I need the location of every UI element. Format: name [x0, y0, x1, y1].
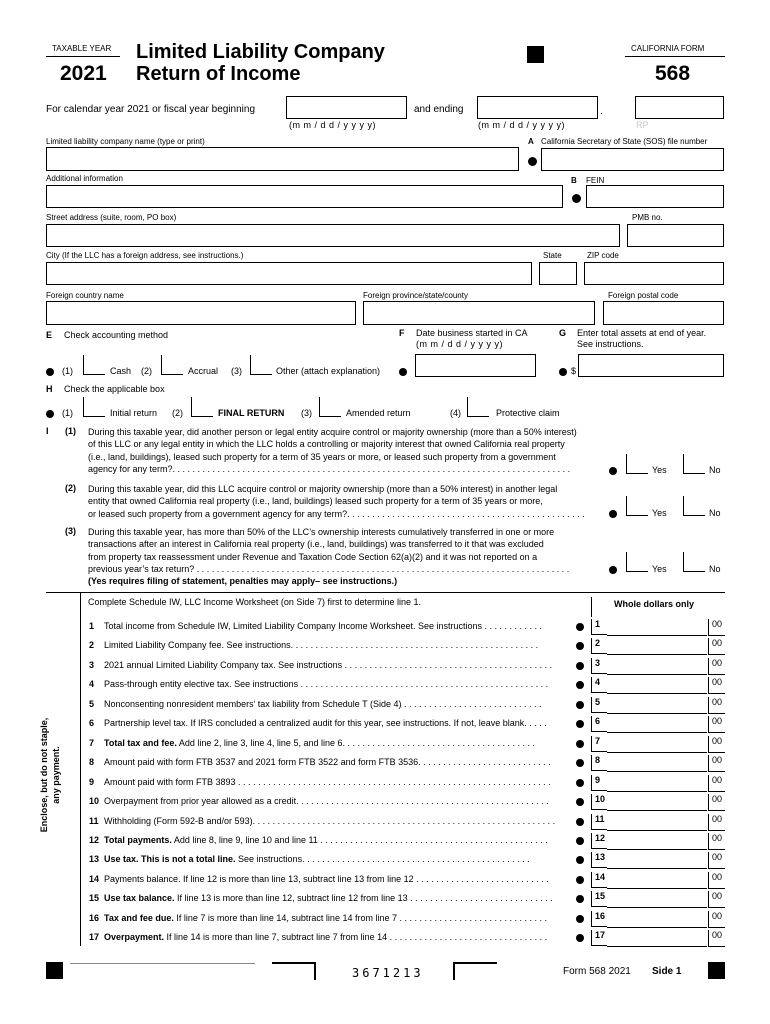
line-number-box: 13	[591, 852, 607, 868]
line-bullet	[576, 895, 584, 903]
and-ending-label: and ending	[414, 104, 464, 115]
line-row	[0, 793, 770, 813]
line-row	[0, 851, 770, 871]
foreign-country-input[interactable]	[46, 301, 356, 325]
period-prefix: For calendar year 2021 or fiscal year beginning	[46, 104, 256, 115]
additional-info-input[interactable]	[46, 185, 563, 208]
line-amount-input[interactable]	[607, 755, 707, 772]
line-bullet	[576, 720, 584, 728]
line-bullet	[576, 798, 584, 806]
line-number-box: 4	[591, 677, 607, 693]
q1-no-checkbox[interactable]	[683, 454, 705, 474]
line-number-box: 16	[591, 911, 607, 927]
line-row	[0, 618, 770, 638]
sos-bullet	[528, 157, 537, 166]
line-description	[104, 874, 566, 884]
line-amount-input[interactable]	[607, 872, 707, 889]
fiscal-begin-date-input[interactable]	[286, 96, 407, 119]
h-opt4-num: (4)	[450, 408, 461, 418]
line-description	[104, 913, 566, 923]
state-label: State	[543, 251, 562, 260]
line-bullet	[576, 701, 584, 709]
q1-text	[88, 426, 608, 475]
line-number: 10	[89, 796, 100, 807]
line-cents: 00	[708, 833, 725, 850]
fein-label: FEIN	[586, 176, 605, 185]
line-amount-input[interactable]	[607, 794, 707, 811]
line-number: 15	[89, 893, 100, 904]
line-description	[104, 621, 566, 631]
line-number: 4	[89, 679, 95, 690]
line-row	[0, 910, 770, 930]
line-number: 11	[89, 815, 99, 826]
line-description-text: Overpayment from prior year allowed as a credit. . . . . . . . . . . . . . . . . . . . . . . . . . . . . . . . . . . . . . . . . . . . . . . . . . .	[104, 796, 549, 807]
whole-dollars-label: Whole dollars only	[614, 599, 695, 609]
line-description-text: Total income from Schedule IW, Limited Liability Company Income Worksheet. See instructions . . . . . . . . . . . .	[104, 621, 543, 631]
g-bullet	[559, 368, 567, 376]
line-amount-input[interactable]	[607, 697, 707, 714]
f-label: Date business started in CA	[416, 328, 528, 338]
line-cents: 00	[708, 872, 725, 889]
i-letter: I	[46, 426, 49, 436]
line-description-bold: Use tax balance.	[104, 893, 175, 904]
line-description	[104, 777, 566, 787]
line-cents: 00	[708, 852, 725, 869]
date-business-started-input[interactable]	[415, 354, 536, 377]
q3-note: (Yes requires filing of statement, penalties may apply– see instructions.)	[88, 576, 398, 587]
q3-bullet	[609, 566, 617, 574]
line-cents: 00	[708, 775, 725, 792]
q3-num: (3)	[65, 526, 76, 536]
line-description	[104, 738, 566, 748]
line-bullet	[576, 818, 584, 826]
g-label: Enter total assets at end of year.	[577, 328, 707, 338]
line-cents: 00	[708, 658, 725, 675]
initial-return-label: Initial return	[110, 408, 158, 418]
line-bullet	[576, 934, 584, 942]
line-number-box: 6	[591, 716, 607, 732]
taxable-year-label: TAXABLE YEAR	[52, 44, 112, 53]
line-description-bold: Total tax and fee.	[104, 737, 177, 748]
protective-claim-checkbox[interactable]	[467, 397, 489, 417]
e-label: Check accounting method	[64, 330, 169, 340]
e-opt2-num: (2)	[141, 366, 152, 376]
line-description	[104, 679, 566, 689]
line-number: 8	[89, 757, 95, 768]
city-label: City (If the LLC has a foreign address, see instructions.)	[46, 251, 244, 260]
footer-corner-right	[453, 962, 497, 980]
barcode-number: 3671213	[352, 966, 424, 980]
state-input[interactable]	[539, 262, 577, 285]
sos-file-number-input[interactable]	[541, 148, 724, 171]
line-number: 13	[89, 854, 100, 865]
b-letter: B	[571, 176, 577, 185]
line-description-text: Payments balance. If line 12 is more than line 13, subtract line 13 from line 12 . . . . . . . . . . . . . . . . . . . . . . . . . . .	[104, 873, 549, 884]
line-number: 12	[89, 834, 100, 845]
footer-mark-left	[46, 962, 63, 979]
line-amount-input[interactable]	[607, 814, 707, 831]
line-bullet	[576, 681, 584, 689]
q1-line2: of this LLC or any legal entity in which the LLC holds a controlling or majority interest that owned California real property	[88, 439, 565, 450]
line-description-text: Limited Liability Company fee. See instructions. . . . . . . . . . . . . . . . . . . . . . . . . . . . . . . . . . . . . . . . . . . . . . . . . .	[104, 640, 539, 651]
line-description-bold: Tax and fee due.	[104, 912, 174, 923]
line-number: 5	[89, 698, 95, 709]
line-description	[104, 932, 566, 942]
line-cents: 00	[708, 794, 725, 811]
line-description	[104, 640, 566, 650]
accrual-label: Accrual	[188, 366, 219, 376]
q2-num: (2)	[65, 483, 76, 493]
line-description-text: Amount paid with form FTB 3893 . . . . . . . . . . . . . . . . . . . . . . . . . . . . . . . . . . . . . . . . . . . . . . . . . . . . . . . . . . . . . . .	[104, 776, 551, 787]
h-letter: H	[46, 384, 53, 394]
street-label: Street address (suite, room, PO box)	[46, 213, 177, 222]
line-number-box: 15	[591, 891, 607, 907]
line-amount-input[interactable]	[607, 677, 707, 694]
line-row	[0, 676, 770, 696]
q3-text	[88, 526, 608, 587]
q2-line2: entity that owned California real property (i.e., land, buildings) leased such property for a term of 35 years or more,	[88, 496, 543, 507]
enclose-note-line2: any payment.	[51, 746, 61, 804]
line-number: 7	[89, 737, 95, 748]
h-opt3-num: (3)	[301, 408, 312, 418]
lines-intro: Complete Schedule IW, LLC Income Worksheet (on Side 7) first to determine line 1.	[88, 597, 421, 607]
q3-line3: from property tax reassessment under Revenue and Taxation Code Section 62(a)(2) and it was not reported on a	[88, 551, 538, 562]
final-return-label: FINAL RETURN	[218, 408, 285, 418]
line-cents: 00	[708, 891, 725, 908]
line-number-box: 17	[591, 930, 607, 946]
line-bullet	[576, 759, 584, 767]
q1-line1: During this taxable year, did another person or legal entity acquire control or majority ownership (more than a 50% interest)	[88, 427, 577, 437]
llc-name-input[interactable]	[46, 147, 519, 171]
california-form-label: CALIFORNIA FORM	[631, 44, 705, 53]
line-row	[0, 813, 770, 833]
line-row	[0, 890, 770, 910]
q2-no-label: No	[709, 508, 721, 518]
line-bullet	[576, 662, 584, 670]
llc-name-label: Limited liability company name (type or print)	[46, 137, 205, 146]
protective-claim-label: Protective claim	[496, 408, 560, 418]
q2-no-checkbox[interactable]	[683, 496, 705, 516]
line-description-text: If line 7 is more than line 14, subtract line 14 from line 7 . . . . . . . . . . . . . . . . . . . . . . . . . . . . . .	[173, 912, 548, 923]
line-amount-input[interactable]	[607, 930, 707, 947]
line-description-text: Add line 8, line 9, line 10 and line 11 . . . . . . . . . . . . . . . . . . . . . . . . . . . . . . . . . . . . . . . . . . . . . .	[171, 834, 548, 845]
fiscal-end-date-input[interactable]	[477, 96, 598, 119]
line-description-text: Partnership level tax. If IRS concluded a centralized audit for this year, see instructions. If not, leave blank. . . . .	[104, 718, 547, 729]
begin-date-format: (m m / d d / y y y y)	[289, 120, 377, 130]
q2-yes-checkbox[interactable]	[626, 496, 648, 516]
line-amount-input[interactable]	[607, 736, 707, 753]
g-letter: G	[559, 328, 567, 338]
line-description-text: 2021 annual Limited Liability Company tax. See instructions . . . . . . . . . . . . . . . . . . . . . . . . . . . . . . . . . . . . . . . . . .	[104, 659, 553, 670]
q1-line3: (i.e., land, buildings), leased such property for a term of 35 years or more, or leased such property from a government	[88, 451, 556, 462]
line-amount-input[interactable]	[607, 911, 707, 928]
fein-input[interactable]	[586, 185, 724, 208]
line-number: 14	[89, 873, 100, 884]
line-description-text: Add line 2, line 3, line 4, line 5, and line 6. . . . . . . . . . . . . . . . . . . . . . . . . . . . . . . . . . . . . . .	[176, 737, 536, 748]
other-label: Other (attach explanation)	[276, 366, 381, 376]
line-description-text: Amount paid with form FTB 3537 and 2021 form FTB 3522 and form FTB 3536. . . . . . . . . . . . . . . . . . . . . . . . . . .	[104, 757, 551, 768]
street-address-input[interactable]	[46, 224, 620, 247]
line-row	[0, 871, 770, 891]
line-bullet	[576, 779, 584, 787]
q3-yes-label: Yes	[652, 564, 667, 574]
line-number-box: 7	[591, 736, 607, 752]
line-number-box: 1	[591, 619, 607, 635]
a-letter: A	[528, 137, 534, 146]
foreign-province-input[interactable]	[363, 301, 595, 325]
pmb-label: PMB no.	[632, 213, 663, 222]
line-bullet	[576, 915, 584, 923]
line-amount-input[interactable]	[607, 619, 707, 636]
line-description	[104, 854, 566, 864]
line-amount-input[interactable]	[607, 658, 707, 675]
e-bullet	[46, 368, 54, 376]
line-row	[0, 754, 770, 774]
q1-num: (1)	[65, 426, 76, 436]
footer-side-label: Side 1	[652, 966, 682, 977]
q3-line4: previous year’s tax return? . . . . . . . . . . . . . . . . . . . . . . . . . . . . . . . . . . . . . . . . . . . . . . . . . . . . . . . . . . . . . . . . . . . . . . . . . . .	[88, 563, 570, 574]
line-description-bold: Total payments.	[104, 834, 172, 845]
footer-form-label: Form 568 2021	[563, 966, 631, 977]
line-amount-input[interactable]	[607, 716, 707, 733]
line-bullet	[576, 642, 584, 650]
q3-line1: During this taxable year, has more than 50% of the LLC’s ownership interests cumulatively transferred in one or more	[88, 527, 555, 537]
other-checkbox[interactable]	[250, 355, 272, 375]
zip-label: ZIP code	[587, 251, 619, 260]
line-cents: 00	[708, 911, 725, 928]
q3-no-checkbox[interactable]	[683, 552, 705, 572]
sos-label: California Secretary of State (SOS) file number	[541, 137, 708, 146]
line-row	[0, 832, 770, 852]
cash-label: Cash	[110, 366, 132, 376]
line-number-box: 3	[591, 658, 607, 674]
rp-label: RP	[636, 120, 649, 130]
line-row	[0, 774, 770, 794]
line-description-bold: Use tax. This is not a total line.	[104, 854, 236, 865]
total-assets-input[interactable]	[578, 354, 724, 377]
q3-line2: transactions after an interest in California real property (i.e., land, buildings) was transferred to it that was excluded	[88, 539, 544, 550]
line-row	[0, 696, 770, 716]
line-cents: 00	[708, 619, 725, 636]
form-title	[136, 41, 385, 85]
line-number-box: 8	[591, 755, 607, 771]
line-description	[104, 893, 566, 903]
q2-bullet	[609, 510, 617, 518]
line-cents: 00	[708, 930, 725, 947]
line-description-text: Pass-through entity elective tax. See instructions . . . . . . . . . . . . . . . . . . . . . . . . . . . . . . . . . . . . . . . . . . . . . . . . . .	[104, 679, 549, 690]
q3-no-label: No	[709, 564, 721, 574]
q3-yes-checkbox[interactable]	[626, 552, 648, 572]
line-row	[0, 637, 770, 657]
line-number-box: 11	[591, 814, 607, 830]
line-description	[104, 699, 566, 709]
line-number: 3	[89, 659, 95, 670]
line-description-text: If line 13 is more than line 12, subtract line 12 from line 13 . . . . . . . . . . . . . . . . . . . . . . . . . . . . .	[174, 893, 553, 904]
line-cents: 00	[708, 677, 725, 694]
q1-bullet	[609, 467, 617, 475]
line-row	[0, 929, 770, 949]
line-number: 2	[89, 640, 95, 651]
line-amount-input[interactable]	[607, 638, 707, 655]
form-title-line1: Limited Liability Company	[136, 41, 385, 63]
line-cents: 00	[708, 697, 725, 714]
final-return-checkbox[interactable]	[191, 397, 213, 417]
line-bullet	[576, 856, 584, 864]
foreign-country-label: Foreign country name	[46, 291, 124, 300]
line-number-box: 12	[591, 833, 607, 849]
line-number: 9	[89, 776, 95, 787]
line-cents: 00	[708, 638, 725, 655]
foreign-province-label: Foreign province/state/county	[363, 291, 468, 300]
line-bullet	[576, 876, 584, 884]
line-bullet	[576, 740, 584, 748]
line-description-text: See instructions. . . . . . . . . . . . . . . . . . . . . . . . . . . . . . . . . . . . . . . . . . . . . .	[235, 854, 530, 865]
registration-mark	[527, 46, 544, 63]
g-label-2: See instructions.	[577, 339, 644, 349]
line-row	[0, 715, 770, 735]
foreign-postal-input[interactable]	[603, 301, 724, 325]
line-description-text: Nonconsenting nonresident members’ tax liability from Schedule T (Side 4) . . . . . . . . . . . . . . . . . . . . . . . . . . . .	[104, 698, 542, 709]
f-format: (m m / d d / y y y y)	[416, 339, 504, 349]
line-description	[104, 718, 566, 728]
amended-return-checkbox[interactable]	[319, 397, 341, 417]
e-letter: E	[46, 330, 53, 340]
line-number: 6	[89, 718, 95, 729]
line-number-box: 9	[591, 775, 607, 791]
period-end-dot: .	[600, 106, 603, 117]
form-number: 568	[655, 62, 691, 85]
rp-input[interactable]	[635, 96, 724, 119]
line-number-box: 5	[591, 697, 607, 713]
line-bullet	[576, 837, 584, 845]
line-amount-input[interactable]	[607, 833, 707, 850]
line-amount-input[interactable]	[607, 852, 707, 869]
line-amount-input[interactable]	[607, 775, 707, 792]
foreign-postal-label: Foreign postal code	[608, 291, 679, 300]
q2-text	[88, 483, 608, 520]
f-bullet	[399, 368, 407, 376]
line-number: 1	[89, 621, 95, 631]
line-number-box: 14	[591, 872, 607, 888]
fein-bullet	[572, 194, 581, 203]
line-bullet	[576, 623, 584, 631]
h-bullet	[46, 410, 54, 418]
line-number-box: 2	[591, 638, 607, 654]
q1-line4: agency for any term?. . . . . . . . . . . . . . . . . . . . . . . . . . . . . . . . . . . . . . . . . . . . . . . . . . . . . . . . . . . . . . . . . . . . . . . . . . . . . . . .	[88, 463, 571, 474]
e-opt1-num: (1)	[62, 366, 73, 376]
tax-year: 2021	[60, 62, 107, 85]
f-letter: F	[399, 328, 405, 338]
q2-line3: or leased such property from a government agency for any term?. . . . . . . . . . . . . . . . . . . . . . . . . . . . . . . . . . . . . . . . . . . . . . . .	[88, 508, 585, 519]
line-row	[0, 657, 770, 677]
line-description	[104, 816, 566, 826]
q2-line1: During this taxable year, did this LLC acquire control or majority ownership (more than a 50% interest) in another legal	[88, 484, 558, 494]
h-label: Check the applicable box	[64, 384, 165, 394]
line-cents: 00	[708, 755, 725, 772]
line-description	[104, 660, 566, 670]
line-cents: 00	[708, 736, 725, 753]
line-description	[104, 835, 566, 845]
q1-no-label: No	[709, 465, 721, 475]
initial-return-checkbox[interactable]	[83, 397, 105, 417]
line-description	[104, 796, 566, 806]
amended-return-label: Amended return	[346, 408, 411, 418]
footer-corner-left	[272, 962, 316, 980]
line-description-text: Withholding (Form 592-B and/or 593). . . . . . . . . . . . . . . . . . . . . . . . . . . . . . . . . . . . . . . . . . . . . . . . . . . . . . . . . . . . .	[104, 815, 556, 826]
h-opt2-num: (2)	[172, 408, 183, 418]
enclose-note-line1: Enclose, but do not staple,	[39, 717, 49, 833]
additional-info-label: Additional information	[46, 174, 123, 183]
q1-yes-label: Yes	[652, 465, 667, 475]
line-number: 17	[89, 932, 100, 943]
line-amount-input[interactable]	[607, 891, 707, 908]
line-number-box: 10	[591, 794, 607, 810]
footer-mark-right	[708, 962, 725, 979]
end-date-format: (m m / d d / y y y y)	[478, 120, 566, 130]
line-number: 16	[89, 912, 100, 923]
accrual-checkbox[interactable]	[161, 355, 183, 375]
line-cents: 00	[708, 814, 725, 831]
form-title-line2: Return of Income	[136, 63, 301, 85]
line-description-text: If line 14 is more than line 7, subtract line 7 from line 14 . . . . . . . . . . . . . . . . . . . . . . . . . . . . . . . .	[164, 932, 548, 943]
line-description	[104, 757, 566, 767]
q2-yes-label: Yes	[652, 508, 667, 518]
g-dollar-sign: $	[571, 366, 577, 376]
city-input[interactable]	[46, 262, 532, 285]
line-row	[0, 735, 770, 755]
h-opt1-num: (1)	[62, 408, 73, 418]
cash-checkbox[interactable]	[83, 355, 105, 375]
zip-code-input[interactable]	[584, 262, 724, 285]
q1-yes-checkbox[interactable]	[626, 454, 648, 474]
e-opt3-num: (3)	[231, 366, 242, 376]
line-cents: 00	[708, 716, 725, 733]
line-description-bold: Overpayment.	[104, 932, 165, 943]
pmb-input[interactable]	[627, 224, 724, 247]
